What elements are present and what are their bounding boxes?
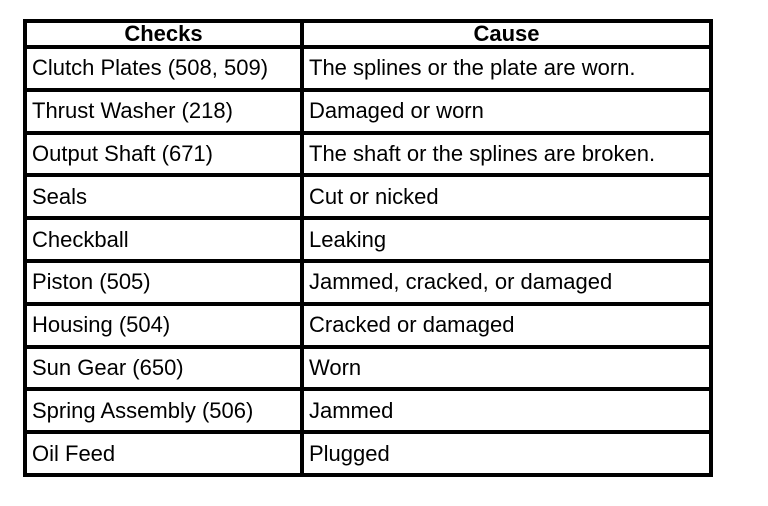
table-row <box>27 391 709 430</box>
cause-cell: Cut or nicked <box>304 177 709 216</box>
check-cell: Output Shaft (671) <box>27 135 300 174</box>
header-cause: Cause <box>304 23 709 45</box>
cause-cell: Damaged or worn <box>304 92 709 131</box>
cause-cell: Jammed, cracked, or damaged <box>304 263 709 302</box>
checks-table-container <box>23 19 713 477</box>
header-row <box>27 23 709 45</box>
cause-cell: The shaft or the splines are broken. <box>304 135 709 174</box>
header-checks: Checks <box>27 23 300 45</box>
table-row <box>27 434 709 473</box>
cause-cell: Worn <box>304 349 709 388</box>
check-cell: Seals <box>27 177 300 216</box>
check-cell: Sun Gear (650) <box>27 349 300 388</box>
checks-table <box>23 19 713 477</box>
table-row <box>27 92 709 131</box>
table-row <box>27 306 709 345</box>
check-cell: Piston (505) <box>27 263 300 302</box>
check-cell: Housing (504) <box>27 306 300 345</box>
table-row <box>27 349 709 388</box>
table-row <box>27 49 709 88</box>
cause-cell: Jammed <box>304 391 709 430</box>
cause-cell: Leaking <box>304 220 709 259</box>
check-cell: Clutch Plates (508, 509) <box>27 49 300 88</box>
table-row <box>27 177 709 216</box>
check-cell: Spring Assembly (506) <box>27 391 300 430</box>
check-cell: Checkball <box>27 220 300 259</box>
cause-cell: The splines or the plate are worn. <box>304 49 709 88</box>
check-cell: Thrust Washer (218) <box>27 92 300 131</box>
check-cell: Oil Feed <box>27 434 300 473</box>
cause-cell: Cracked or damaged <box>304 306 709 345</box>
table-row <box>27 135 709 174</box>
table-row <box>27 220 709 259</box>
cause-cell: Plugged <box>304 434 709 473</box>
table-row <box>27 263 709 302</box>
